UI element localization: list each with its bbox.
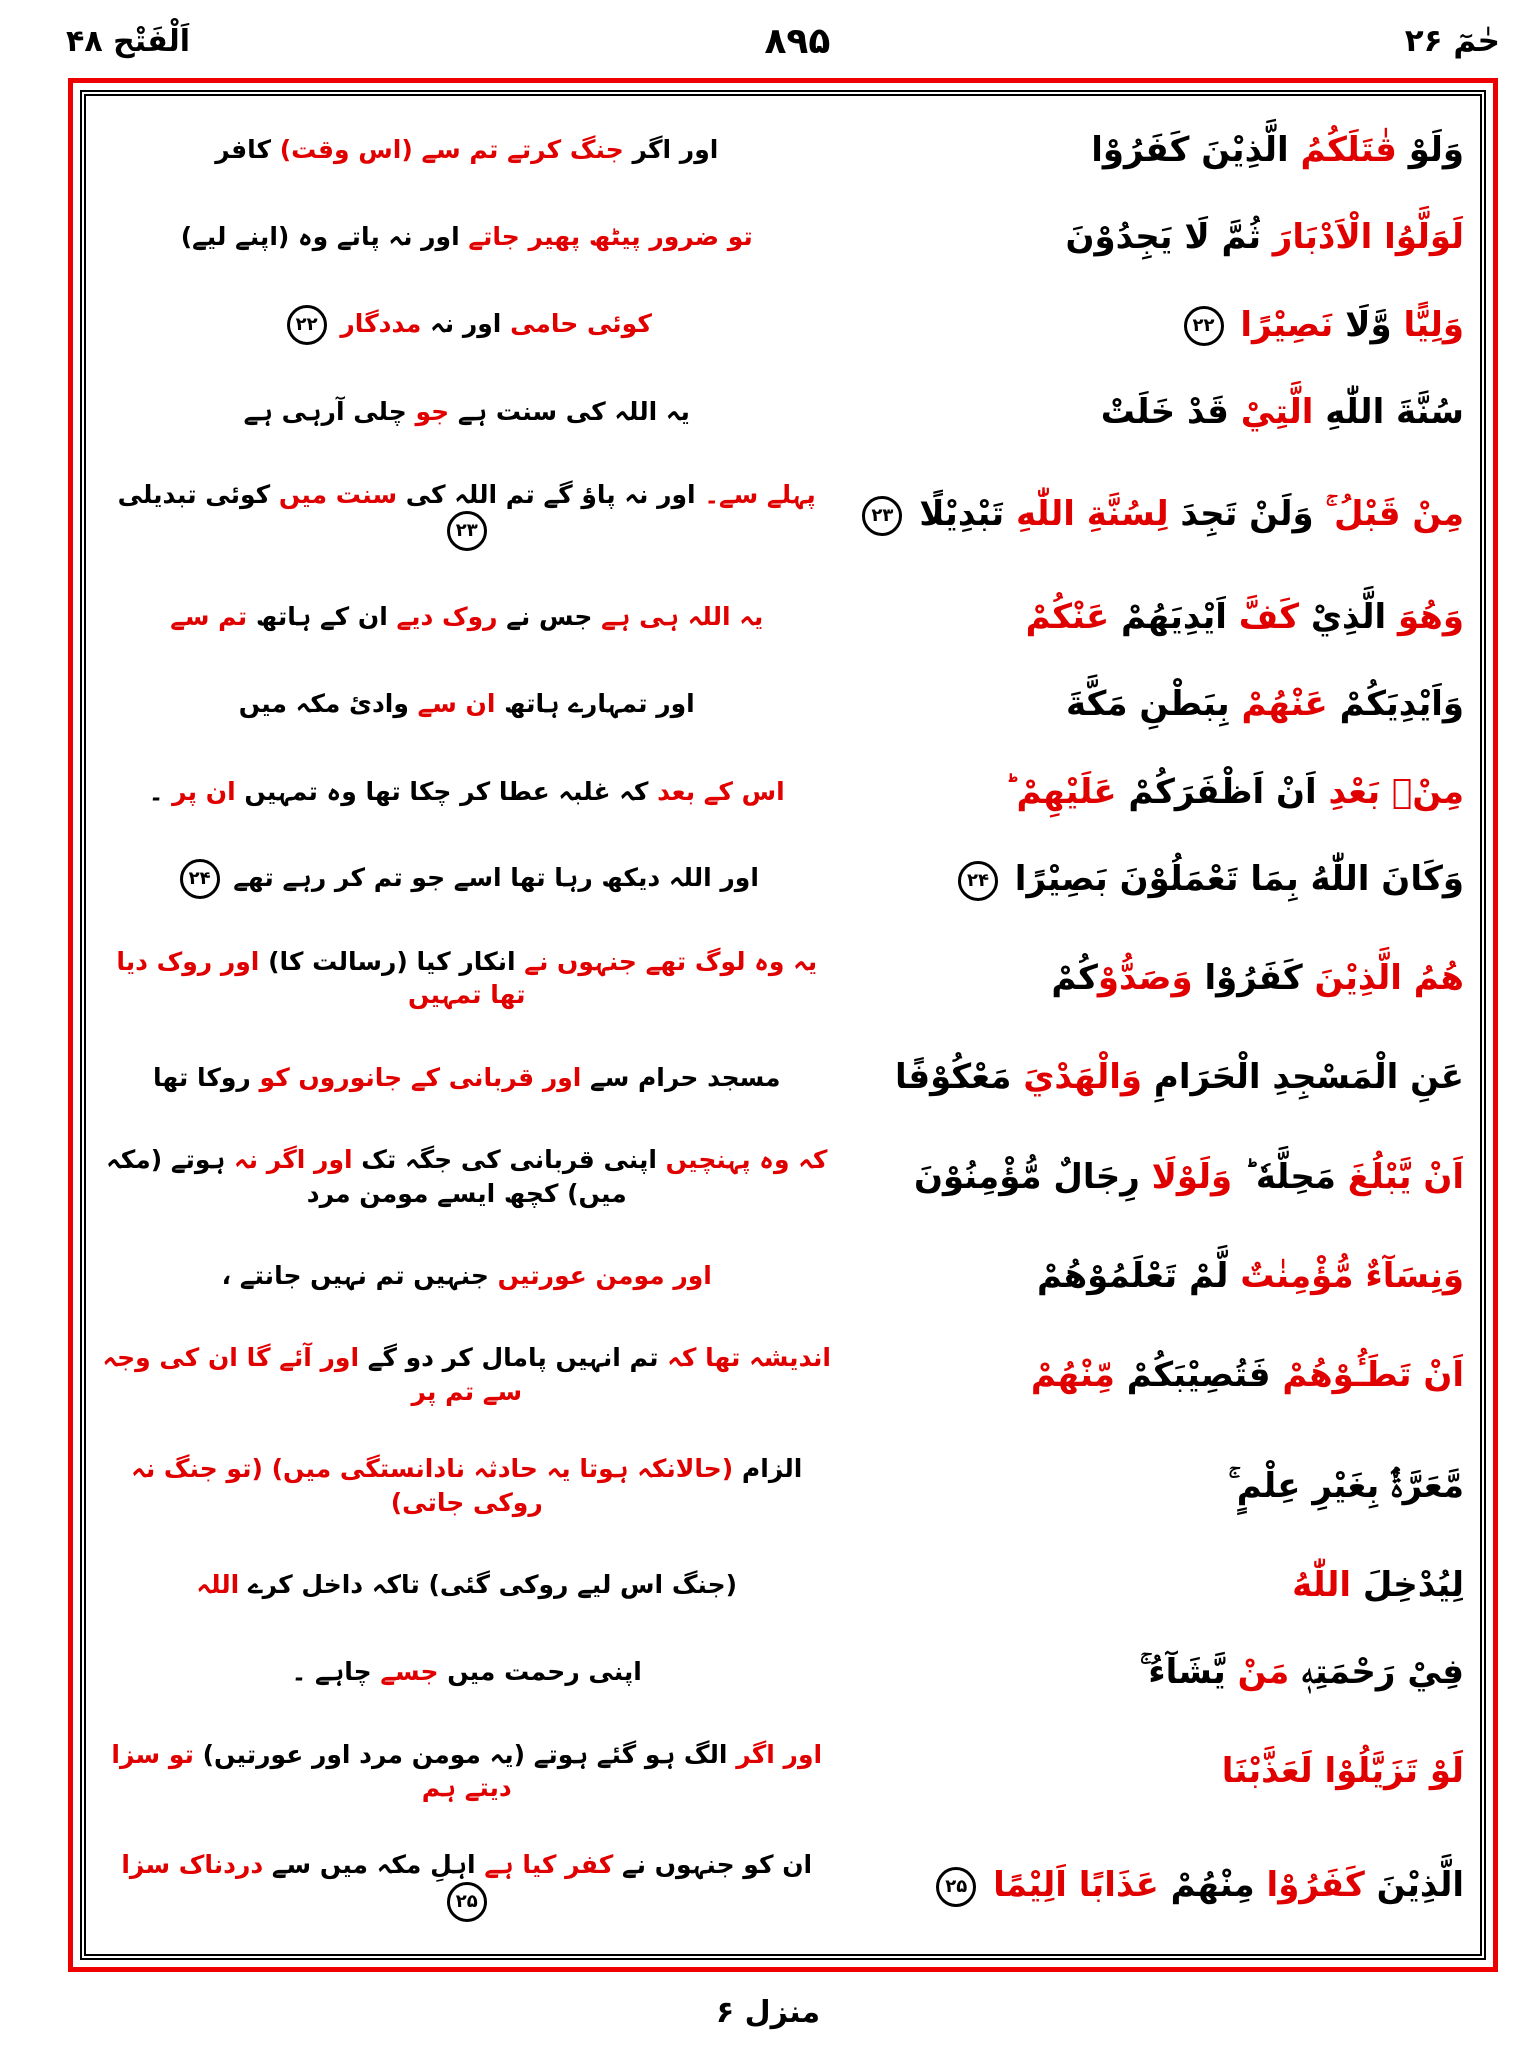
- ayah-number-badge: ۲۳: [862, 496, 902, 536]
- urdu-segment: پہلے سے۔: [695, 479, 816, 509]
- urdu-translation-text: [102, 478, 837, 552]
- urdu-translation-text: [102, 1738, 837, 1806]
- arabic-segment: وَلَوْ: [1396, 129, 1464, 170]
- arabic-segment: وَّلَا: [1333, 304, 1392, 345]
- urdu-segment: اہلِ مکہ میں سے: [263, 1850, 476, 1880]
- urdu-translation-text: [102, 1259, 837, 1293]
- arabic-segment: مَعْكُوْفًا: [895, 1057, 1012, 1098]
- arabic-segment: عَنِ الْمَسْجِدِ الْحَرَامِ: [1142, 1057, 1464, 1098]
- arabic-verse-text: [837, 1464, 1464, 1508]
- urdu-segment: ہوتے (مکہ میں) کچھ ایسے مومن مرد: [106, 1144, 627, 1208]
- verse-row: [102, 1055, 1464, 1099]
- verse-row: [102, 1563, 1464, 1607]
- arabic-segment: وَنِسَآءٌ مُّؤْمِنٰتٌ: [1228, 1255, 1464, 1296]
- arabic-segment: اَنْ اَظْفَرَكُمْ: [1116, 771, 1317, 812]
- arabic-segment: مَنْ: [1225, 1652, 1290, 1693]
- ayah-number-badge: ۲۵: [936, 1867, 976, 1907]
- urdu-translation-text: [102, 1452, 837, 1520]
- urdu-segment: جو: [406, 397, 450, 427]
- arabic-segment: لَوَلَّوُا الْاَدْبَارَ: [1260, 217, 1464, 258]
- urdu-segment: الگ ہو گئے ہوتے (یہ مومن مرد اور عورتیں): [193, 1739, 728, 1769]
- urdu-segment: ان سے: [408, 689, 496, 719]
- manzil-label: منزل ۶: [715, 1995, 821, 2030]
- arabic-segment: لَّمْ تَعْلَمُوْهُمْ: [1036, 1255, 1229, 1296]
- arabic-segment: عَنْكُمْ: [1025, 596, 1110, 637]
- arabic-segment: وَلِيًّا: [1391, 304, 1464, 345]
- arabic-verse-text: [837, 1254, 1464, 1298]
- arabic-verse-text: [837, 1055, 1464, 1099]
- arabic-segment: وَالْهَدْيَ: [1011, 1057, 1143, 1098]
- arabic-segment: الَّذِيْ: [1299, 596, 1387, 637]
- urdu-translation-text: [102, 1061, 837, 1095]
- urdu-segment: اور اگر: [623, 134, 719, 164]
- arabic-verse-text: [837, 1155, 1464, 1199]
- arabic-verse-text: [837, 128, 1464, 172]
- arabic-segment: مِنْۢ بَعْدِ: [1316, 771, 1464, 812]
- urdu-segment: اور اللہ دیکھ رہا تھا اسے جو تم کر رہے تھے: [224, 863, 759, 893]
- verse-row: [102, 1254, 1464, 1298]
- arabic-segment: تَبْدِيْلًا: [907, 494, 1005, 535]
- arabic-verse-text: [837, 1863, 1464, 1907]
- arabic-segment: قَدْ خَلَتْ: [1100, 392, 1229, 433]
- urdu-translation-text: [102, 1143, 837, 1211]
- arabic-segment: مِنْهُمْ: [1158, 1865, 1255, 1906]
- urdu-segment: اپنی قربانی کی جگہ تک: [352, 1144, 657, 1174]
- verse-row: [102, 770, 1464, 814]
- urdu-segment: جسے: [371, 1657, 439, 1687]
- page-footer: [0, 1995, 1536, 2030]
- urdu-segment: چاہے ۔: [291, 1657, 372, 1687]
- urdu-segment: یہ اللہ ہی ہے: [592, 601, 764, 631]
- urdu-translation-text: [102, 1848, 837, 1922]
- ayah-number-badge: ۲۲: [287, 305, 327, 345]
- urdu-segment: ان پر: [163, 776, 236, 806]
- arabic-segment: اللّٰهُ: [1292, 1564, 1352, 1605]
- urdu-segment: چلی آرہی ہے: [243, 397, 407, 427]
- verse-row: [102, 128, 1464, 172]
- arabic-segment: وَاَيْدِيَكُمْ: [1327, 684, 1464, 725]
- urdu-translation-text: [102, 395, 837, 429]
- verse-row: [102, 303, 1464, 347]
- verse-row: [102, 1650, 1464, 1694]
- urdu-segment: یہ اللہ کی سنت ہے: [449, 397, 690, 427]
- urdu-translation-text: [102, 945, 837, 1013]
- arabic-verse-text: [837, 682, 1464, 726]
- arabic-segment: عَنْهُمْ: [1229, 684, 1328, 725]
- urdu-segment: انکار کیا (رسالت کا): [259, 946, 516, 976]
- arabic-segment: كُمْ: [1051, 958, 1098, 999]
- urdu-segment: کفر کیا ہے: [475, 1850, 614, 1880]
- arabic-verse-text: [837, 215, 1464, 259]
- arabic-verse-text: [837, 595, 1464, 639]
- urdu-segment: اور اگر نہ: [225, 1144, 353, 1174]
- arabic-verse-text: [837, 1650, 1464, 1694]
- verse-row: [102, 682, 1464, 726]
- arabic-segment: قٰتَلَكُمُ: [1288, 129, 1397, 170]
- urdu-segment: الزام: [733, 1453, 803, 1483]
- urdu-segment: مسجد حرام سے: [581, 1062, 781, 1092]
- arabic-segment: فِيْ رَحْمَتِهٖ: [1289, 1652, 1464, 1693]
- arabic-segment: فَتُصِيْبَكُمْ: [1114, 1354, 1271, 1395]
- verse-row: [102, 390, 1464, 434]
- arabic-segment: مِّنْهُمْ: [1030, 1354, 1115, 1395]
- urdu-segment: اور آئے گا ان کی وجہ سے تم پر: [102, 1343, 523, 1406]
- urdu-segment: جنگ کرتے تم سے (اس وقت): [271, 134, 624, 164]
- arabic-segment: وَلَوْلَا: [1139, 1156, 1233, 1197]
- urdu-segment: اللہ: [196, 1569, 240, 1599]
- arabic-verse-text: [837, 857, 1464, 901]
- urdu-segment: تم انہیں پامال کر دو گے: [359, 1343, 659, 1373]
- arabic-verse-text: [837, 1353, 1464, 1397]
- urdu-translation-text: [102, 133, 837, 167]
- arabic-segment: لِسُنَّةِ اللّٰهِ: [1004, 494, 1169, 535]
- urdu-segment: کافر: [215, 134, 272, 164]
- ayah-number-badge: ۲۵: [447, 1882, 487, 1922]
- urdu-segment: اندیشہ تھا کہ: [658, 1343, 831, 1373]
- ayah-number-badge: ۲۲: [1184, 306, 1224, 346]
- urdu-segment: اور قربانی کے جانوروں کو: [250, 1062, 582, 1092]
- urdu-segment: کہ غلبہ عطا کر چکا تھا وہ تمہیں: [235, 776, 649, 806]
- urdu-segment: ان کے ہاتھ: [247, 601, 388, 631]
- arabic-segment: اَنْ يَّبْلُغَ: [1335, 1156, 1464, 1197]
- arabic-segment: مِنْ قَبْلُ ۚ: [1313, 494, 1464, 535]
- arabic-segment: وَلَنْ تَجِدَ: [1168, 494, 1314, 535]
- urdu-segment: اور مومن عورتیں: [488, 1260, 712, 1290]
- page-border-frame: [68, 78, 1498, 1972]
- arabic-segment: وَصَدُّوْ: [1097, 958, 1193, 999]
- urdu-segment: وادئ مکہ میں: [238, 689, 409, 719]
- arabic-segment: لَوْ تَزَيَّلُوْا لَعَذَّبْنَا: [1221, 1751, 1464, 1792]
- verse-row: [102, 1341, 1464, 1409]
- arabic-verse-text: [837, 1563, 1464, 1607]
- arabic-segment: نَصِيْرًا: [1228, 304, 1334, 345]
- verse-row: [102, 1738, 1464, 1806]
- urdu-segment: ۔: [148, 776, 164, 806]
- urdu-segment: تم سے: [170, 601, 248, 631]
- urdu-segment: جنہیں تم نہیں جانتے ،: [221, 1260, 489, 1290]
- ayah-number-badge: ۲۴: [180, 859, 220, 899]
- urdu-segment: جس نے: [497, 601, 593, 631]
- urdu-segment: تو سزا دیتے ہم: [111, 1739, 512, 1803]
- arabic-segment: عَذَابًا اَلِيْمًا: [981, 1865, 1159, 1906]
- inner-border-frame: [80, 90, 1486, 1960]
- urdu-translation-text: [102, 1568, 837, 1602]
- urdu-segment: اپنی رحمت میں: [438, 1657, 642, 1687]
- page-header: [66, 10, 1500, 72]
- arabic-segment: كَفَرُوْا: [1254, 1865, 1365, 1906]
- verse-rows-container: [102, 106, 1464, 1944]
- urdu-translation-text: [102, 687, 837, 721]
- urdu-segment: روکا تھا: [152, 1062, 251, 1092]
- arabic-segment: اَنْ تَطَـُٔوْهُمْ: [1270, 1354, 1464, 1395]
- urdu-segment: یہ وہ لوگ تھے جنہوں نے: [515, 946, 818, 976]
- urdu-segment: اور نہ پاتے وہ (اپنے لیے): [180, 222, 460, 252]
- urdu-translation-text: [102, 220, 837, 254]
- urdu-segment: (حالانکہ ہوتا یہ حادثہ نادانستگی میں) (تو جنگ نہ روکی جاتی): [131, 1453, 734, 1517]
- arabic-segment: الَّذِيْنَ كَفَرُوْا: [1091, 129, 1289, 170]
- urdu-translation-text: [102, 1341, 837, 1409]
- surah-marker: اَلْفَتْح ۴۸: [66, 23, 191, 59]
- arabic-verse-text: [837, 1749, 1464, 1793]
- arabic-segment: عَلَيْهِمْ ؕ: [1004, 771, 1117, 812]
- arabic-segment: الَّذِيْنَ: [1364, 1865, 1464, 1906]
- urdu-segment: اور روک دیا تھا تمہیں: [116, 946, 526, 1010]
- arabic-segment: وَهُوَ: [1386, 596, 1464, 637]
- verse-row: [102, 595, 1464, 639]
- arabic-verse-text: [837, 770, 1464, 814]
- arabic-segment: هُمُ الَّذِيْنَ: [1302, 958, 1464, 999]
- urdu-translation-text: [102, 600, 837, 634]
- urdu-segment: ان کو جنہوں نے: [613, 1850, 813, 1880]
- arabic-segment: رِجَالٌ مُّؤْمِنُوْنَ: [913, 1156, 1140, 1197]
- arabic-segment: بِبَطْنِ مَكَّةَ: [1066, 684, 1230, 725]
- verse-row: [102, 1848, 1464, 1922]
- urdu-segment: اور نہ: [421, 308, 502, 338]
- arabic-verse-text: [837, 303, 1464, 347]
- verse-row: [102, 857, 1464, 901]
- urdu-segment: کوئی تبدیلی: [117, 479, 271, 509]
- arabic-segment: سُنَّةَ اللّٰهِ: [1313, 392, 1464, 433]
- arabic-segment: كَفَّ: [1226, 596, 1300, 637]
- arabic-verse-text: [837, 492, 1464, 536]
- arabic-segment: وَكَانَ اللّٰهُ بِمَا تَعْمَلُوْنَ بَصِيْرًا: [1002, 859, 1464, 900]
- urdu-segment: کہ وہ پہنچیں: [656, 1144, 828, 1174]
- arabic-segment: مَحِلَّهٗ ؕ: [1232, 1156, 1336, 1197]
- urdu-segment: سنت میں: [270, 479, 398, 509]
- arabic-segment: كَفَرُوْا: [1192, 958, 1303, 999]
- arabic-segment: الَّتِيْ: [1228, 392, 1314, 433]
- urdu-segment: دردناک سزا: [121, 1850, 264, 1880]
- urdu-translation-text: [102, 859, 837, 899]
- urdu-translation-text: [102, 775, 837, 809]
- urdu-segment: اور تمہارے ہاتھ: [495, 689, 695, 719]
- verse-row: [102, 1452, 1464, 1520]
- urdu-segment: تو ضرور پیٹھ پھیر جاتے: [459, 222, 753, 252]
- ayah-number-badge: ۲۴: [958, 861, 998, 901]
- juz-marker: حٰمٓ ۲۶: [1404, 23, 1500, 59]
- urdu-translation-text: [102, 1655, 837, 1689]
- verse-row: [102, 215, 1464, 259]
- verse-row: [102, 945, 1464, 1013]
- urdu-segment: (جنگ اس لیے روکی گئی) تاکہ داخل کرے: [239, 1569, 738, 1599]
- urdu-segment: اس کے بعد: [648, 776, 785, 806]
- urdu-segment: اور نہ پاؤ گے تم اللہ کی: [397, 479, 696, 509]
- urdu-segment: روک دیے: [387, 601, 498, 631]
- arabic-verse-text: [837, 390, 1464, 434]
- arabic-segment: اَيْدِيَهُمْ: [1109, 596, 1227, 637]
- ayah-number-badge: ۲۳: [447, 511, 487, 551]
- urdu-segment: مددگار: [331, 308, 422, 338]
- urdu-segment: اور اگر: [727, 1739, 823, 1769]
- verse-row: [102, 478, 1464, 552]
- arabic-segment: ثُمَّ لَا يَجِدُوْنَ: [1065, 217, 1261, 258]
- urdu-translation-text: [102, 305, 837, 345]
- page-number: ۸۹۵: [764, 20, 831, 62]
- verse-row: [102, 1143, 1464, 1211]
- arabic-segment: لِيُدْخِلَ: [1351, 1564, 1464, 1605]
- arabic-segment: يَّشَآءُ ۚ: [1139, 1652, 1226, 1693]
- arabic-verse-text: [837, 956, 1464, 1000]
- urdu-segment: کوئی حامی: [501, 308, 652, 338]
- arabic-segment: مَّعَرَّةٌۢ بِغَيْرِ عِلْمٍ ۚ: [1228, 1465, 1464, 1506]
